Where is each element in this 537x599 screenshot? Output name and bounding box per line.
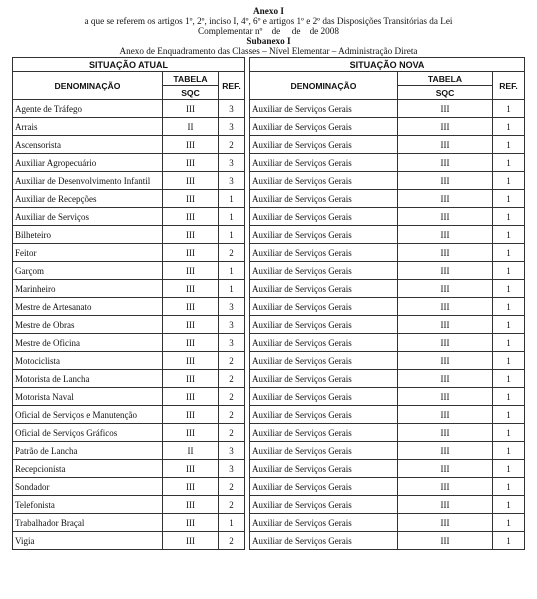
cell-tabela-nova: III [398,172,493,190]
table-row [13,352,525,370]
cell-ref: 2 [219,406,245,424]
cell-tabela: III [163,424,219,442]
cell-tabela-nova: III [398,280,493,298]
cell-ref-nova: 1 [493,460,525,478]
header-sqc-nova: SQC [398,86,493,100]
cell-denominacao: Motorista Naval [13,388,163,406]
cell-denominacao: Marinheiro [13,280,163,298]
cell-denominacao-nova: Auxiliar de Serviços Gerais [250,280,398,298]
cell-denominacao: Agente de Tráfego [13,100,163,118]
cell-ref-nova: 1 [493,208,525,226]
cell-ref: 3 [219,298,245,316]
cell-denominacao: Auxiliar de Serviços [13,208,163,226]
cell-denominacao: Patrão de Lancha [13,442,163,460]
cell-tabela: III [163,496,219,514]
table-row [13,316,525,334]
cell-denominacao-nova: Auxiliar de Serviços Gerais [250,190,398,208]
cell-denominacao-nova: Auxiliar de Serviços Gerais [250,406,398,424]
cell-ref: 1 [219,208,245,226]
cell-ref: 2 [219,352,245,370]
cell-denominacao: Motorista de Lancha [13,370,163,388]
cell-ref-nova: 1 [493,352,525,370]
cell-tabela-nova: III [398,460,493,478]
cell-denominacao-nova: Auxiliar de Serviços Gerais [250,100,398,118]
cell-denominacao: Motociclista [13,352,163,370]
cell-denominacao: Oficial de Serviços e Manutenção [13,406,163,424]
cell-ref: 3 [219,118,245,136]
cell-ref-nova: 1 [493,424,525,442]
cell-denominacao-nova: Auxiliar de Serviços Gerais [250,388,398,406]
subannex-description: Anexo de Enquadramento das Classes – Nível Elementar – Administração Direta [119,46,418,56]
cell-denominacao-nova: Auxiliar de Serviços Gerais [250,334,398,352]
cell-ref: 1 [219,262,245,280]
cell-denominacao-nova: Auxiliar de Serviços Gerais [250,208,398,226]
cell-ref: 1 [219,514,245,532]
cell-tabela-nova: III [398,388,493,406]
cell-ref-nova: 1 [493,244,525,262]
cell-ref: 2 [219,244,245,262]
cell-ref: 3 [219,334,245,352]
cell-ref: 2 [219,388,245,406]
cell-ref-nova: 1 [493,406,525,424]
cell-tabela-nova: III [398,352,493,370]
cell-ref: 1 [219,226,245,244]
cell-ref-nova: 1 [493,280,525,298]
cell-tabela: III [163,226,219,244]
cell-tabela-nova: III [398,514,493,532]
cell-tabela: II [163,442,219,460]
cell-ref-nova: 1 [493,496,525,514]
cell-ref-nova: 1 [493,118,525,136]
table-row [13,406,525,424]
table-row [13,298,525,316]
table-row [13,478,525,496]
cell-denominacao: Mestre de Obras [13,316,163,334]
cell-tabela-nova: III [398,136,493,154]
cell-ref: 2 [219,136,245,154]
cell-tabela: III [163,154,219,172]
table-row [13,262,525,280]
cell-ref: 1 [219,280,245,298]
cell-ref-nova: 1 [493,100,525,118]
cell-denominacao: Oficial de Serviços Gráficos [13,424,163,442]
cell-tabela-nova: III [398,190,493,208]
cell-ref-nova: 1 [493,190,525,208]
cell-denominacao: Mestre de Oficina [13,334,163,352]
cell-tabela-nova: III [398,244,493,262]
cell-tabela: III [163,334,219,352]
cell-denominacao: Bilheteiro [13,226,163,244]
cell-tabela: III [163,190,219,208]
cell-tabela-nova: III [398,532,493,550]
table-row [13,154,525,172]
cell-tabela: III [163,532,219,550]
table-row [13,388,525,406]
cell-ref-nova: 1 [493,226,525,244]
header-sqc: SQC [163,86,219,100]
cell-tabela-nova: III [398,226,493,244]
cell-tabela: III [163,460,219,478]
cell-tabela: III [163,100,219,118]
cell-denominacao-nova: Auxiliar de Serviços Gerais [250,496,398,514]
cell-tabela-nova: III [398,154,493,172]
header-tabela-nova: TABELA [398,72,493,86]
cell-denominacao: Ascensorista [13,136,163,154]
cell-ref-nova: 1 [493,388,525,406]
section-current: SITUAÇÃO ATUAL [13,58,245,72]
cell-denominacao: Feitor [13,244,163,262]
cell-denominacao-nova: Auxiliar de Serviços Gerais [250,442,398,460]
cell-tabela-nova: III [398,406,493,424]
cell-ref-nova: 1 [493,514,525,532]
cell-ref: 2 [219,496,245,514]
header-denominacao: DENOMINAÇÃO [13,72,163,100]
table-row [13,370,525,388]
cell-tabela: III [163,298,219,316]
cell-ref: 3 [219,460,245,478]
cell-denominacao-nova: Auxiliar de Serviços Gerais [250,316,398,334]
cell-tabela: III [163,136,219,154]
cell-tabela: III [163,244,219,262]
table-row [13,172,525,190]
cell-denominacao: Auxiliar Agropecuário [13,154,163,172]
table-row [13,190,525,208]
table-row [13,334,525,352]
table-body [13,100,525,550]
cell-tabela-nova: III [398,496,493,514]
table-row [13,496,525,514]
table-row [13,424,525,442]
cell-denominacao-nova: Auxiliar de Serviços Gerais [250,136,398,154]
cell-denominacao: Sondador [13,478,163,496]
cell-ref-nova: 1 [493,478,525,496]
cell-tabela: III [163,280,219,298]
cell-denominacao-nova: Auxiliar de Serviços Gerais [250,118,398,136]
cell-ref-nova: 1 [493,316,525,334]
cell-tabela: II [163,118,219,136]
cell-denominacao: Arrais [13,118,163,136]
cell-denominacao-nova: Auxiliar de Serviços Gerais [250,424,398,442]
table-row [13,460,525,478]
document-header [12,6,525,56]
cell-denominacao: Auxiliar de Desenvolvimento Infantil [13,172,163,190]
cell-ref: 3 [219,100,245,118]
cell-ref-nova: 1 [493,154,525,172]
cell-ref-nova: 1 [493,136,525,154]
table-row [13,514,525,532]
section-new: SITUAÇÃO NOVA [250,58,525,72]
cell-ref: 1 [219,190,245,208]
table-row [13,280,525,298]
cell-tabela: III [163,514,219,532]
cell-tabela-nova: III [398,334,493,352]
cell-tabela-nova: III [398,118,493,136]
cell-ref-nova: 1 [493,172,525,190]
cell-ref-nova: 1 [493,442,525,460]
cell-ref: 2 [219,424,245,442]
cell-tabela: III [163,262,219,280]
cell-ref: 2 [219,478,245,496]
cell-denominacao-nova: Auxiliar de Serviços Gerais [250,154,398,172]
subannex-title: Subanexo I [246,36,291,46]
table-row [13,118,525,136]
cell-denominacao-nova: Auxiliar de Serviços Gerais [250,352,398,370]
cell-tabela: III [163,208,219,226]
cell-ref: 2 [219,370,245,388]
cell-tabela-nova: III [398,424,493,442]
header-denominacao-nova: DENOMINAÇÃO [250,72,398,100]
table-row [13,208,525,226]
table-row [13,532,525,550]
classification-table [12,57,525,550]
table-row [13,136,525,154]
cell-denominacao-nova: Auxiliar de Serviços Gerais [250,478,398,496]
cell-denominacao-nova: Auxiliar de Serviços Gerais [250,262,398,280]
cell-tabela-nova: III [398,208,493,226]
header-ref-nova: REF. [493,72,525,100]
cell-tabela: III [163,172,219,190]
header-tabela: TABELA [163,72,219,86]
cell-denominacao-nova: Auxiliar de Serviços Gerais [250,370,398,388]
cell-tabela-nova: III [398,262,493,280]
cell-tabela: III [163,370,219,388]
cell-ref-nova: 1 [493,334,525,352]
cell-ref: 3 [219,172,245,190]
cell-tabela: III [163,406,219,424]
cell-ref: 3 [219,316,245,334]
cell-tabela-nova: III [398,100,493,118]
cell-tabela-nova: III [398,298,493,316]
table-row [13,442,525,460]
cell-ref-nova: 1 [493,370,525,388]
cell-denominacao: Recepcionista [13,460,163,478]
cell-tabela: III [163,388,219,406]
annex-title: Anexo I [253,6,284,16]
cell-denominacao: Auxiliar de Recepções [13,190,163,208]
cell-denominacao: Telefonista [13,496,163,514]
cell-denominacao-nova: Auxiliar de Serviços Gerais [250,298,398,316]
cell-denominacao-nova: Auxiliar de Serviços Gerais [250,172,398,190]
cell-tabela: III [163,478,219,496]
cell-denominacao-nova: Auxiliar de Serviços Gerais [250,226,398,244]
table-row [13,244,525,262]
cell-tabela-nova: III [398,442,493,460]
law-reference: Complementar nº de de de 2008 [198,26,339,36]
cell-ref-nova: 1 [493,298,525,316]
cell-denominacao: Mestre de Artesanato [13,298,163,316]
cell-denominacao-nova: Auxiliar de Serviços Gerais [250,460,398,478]
cell-tabela-nova: III [398,316,493,334]
cell-denominacao-nova: Auxiliar de Serviços Gerais [250,514,398,532]
cell-denominacao-nova: Auxiliar de Serviços Gerais [250,244,398,262]
cell-ref-nova: 1 [493,262,525,280]
table-row [13,100,525,118]
cell-ref-nova: 1 [493,532,525,550]
cell-denominacao: Trabalhador Braçal [13,514,163,532]
cell-ref: 3 [219,442,245,460]
cell-tabela: III [163,316,219,334]
cell-denominacao-nova: Auxiliar de Serviços Gerais [250,532,398,550]
cell-ref: 3 [219,154,245,172]
cell-tabela-nova: III [398,370,493,388]
cell-ref: 2 [219,532,245,550]
table-row [13,226,525,244]
cell-tabela: III [163,352,219,370]
cell-denominacao: Garçom [13,262,163,280]
cell-denominacao: Vigia [13,532,163,550]
annex-subtitle: a que se referem os artigos 1º, 2º, inciso I, 4º, 6º e artigos 1º e 2º das Disposições Transitórias da Lei [84,16,453,26]
cell-tabela-nova: III [398,478,493,496]
header-ref: REF. [219,72,245,100]
